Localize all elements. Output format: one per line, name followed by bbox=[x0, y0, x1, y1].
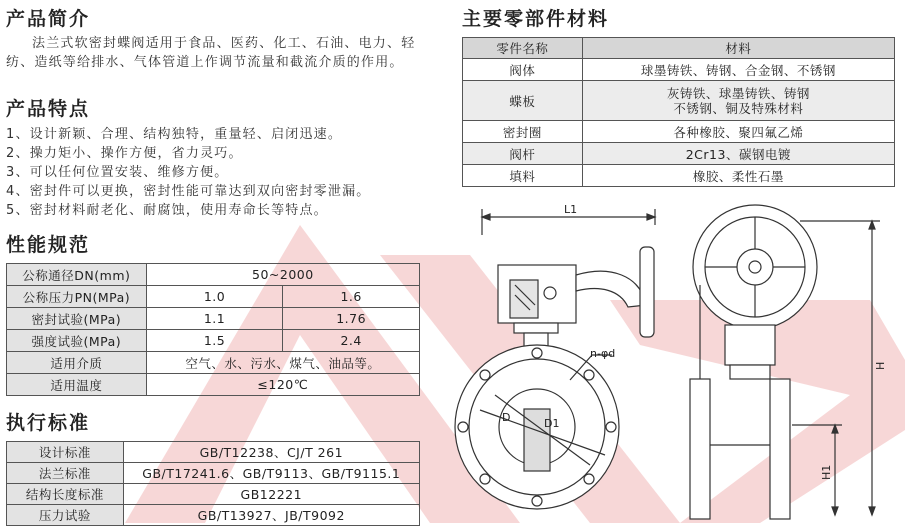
standard-label: 法兰标准 bbox=[7, 463, 124, 484]
pn-value-1: 1.0 bbox=[146, 286, 283, 308]
pn-label: 公称压力PN(MPa) bbox=[7, 286, 147, 308]
part-material-line: 灰铸铁、球墨铸铁、铸钢 bbox=[666, 85, 810, 101]
pn-value-2: 1.6 bbox=[283, 286, 420, 308]
part-material: 球墨铸铁、铸钢、合金钢、不锈钢 bbox=[582, 59, 894, 81]
table-row bbox=[7, 505, 420, 526]
table-row bbox=[7, 264, 420, 286]
part-name: 阀杆 bbox=[463, 143, 583, 165]
table-row bbox=[7, 463, 420, 484]
intro-section bbox=[6, 4, 426, 72]
table-row bbox=[7, 442, 420, 463]
dim-d1-label: D1 bbox=[544, 417, 560, 430]
standards-table bbox=[6, 441, 420, 526]
feature-item: 5、密封材料耐老化、耐腐蚀，使用寿命长等特点。 bbox=[6, 203, 328, 218]
standards-section bbox=[6, 408, 420, 526]
dim-h1-label: H1 bbox=[820, 464, 833, 480]
performance-section bbox=[6, 230, 420, 396]
seal-value-2: 1.76 bbox=[283, 308, 420, 330]
part-name: 蝶板 bbox=[463, 81, 583, 121]
dn-label: 公称通径DN(mm) bbox=[7, 264, 147, 286]
standard-value: GB/T17241.6、GB/T9113、GB/T9115.1 bbox=[123, 463, 419, 484]
header-material: 材料 bbox=[582, 38, 894, 59]
table-row bbox=[463, 165, 895, 187]
table-row bbox=[463, 121, 895, 143]
standard-label: 设计标准 bbox=[7, 442, 124, 463]
seal-value-1: 1.1 bbox=[146, 308, 283, 330]
table-row bbox=[7, 484, 420, 505]
intro-text: 法兰式软密封蝶阀适用于食品、医药、化工、石油、电力、轻纺、造纸等给排水、气体管道上作调节流量和截流介质的作用。 bbox=[6, 36, 416, 70]
dim-d-label: D bbox=[502, 411, 511, 424]
standard-label: 结构长度标准 bbox=[7, 484, 124, 505]
standard-value: GB/T13927、JB/T9092 bbox=[123, 505, 419, 526]
part-name: 密封圈 bbox=[463, 121, 583, 143]
performance-title: 性能规范 bbox=[6, 234, 91, 256]
temp-value: ≤120℃ bbox=[146, 374, 419, 396]
dim-l1-label: L1 bbox=[564, 203, 578, 216]
feature-item: 4、密封件可以更换，密封性能可靠达到双向密封零泄漏。 bbox=[6, 184, 371, 199]
part-material-line: 不锈钢、铜及特殊材料 bbox=[673, 100, 804, 116]
feature-item: 3、可以任何位置安装、维修方便。 bbox=[6, 165, 229, 180]
part-name: 阀体 bbox=[463, 59, 583, 81]
table-row bbox=[7, 286, 420, 308]
strength-value-1: 1.5 bbox=[146, 330, 283, 352]
medium-value: 空气、水、污水、煤气、油品等。 bbox=[146, 352, 419, 374]
table-row bbox=[463, 81, 895, 121]
valve-drawing bbox=[440, 195, 905, 523]
header-part: 零件名称 bbox=[463, 38, 583, 59]
part-material: 各种橡胶、聚四氟乙烯 bbox=[582, 121, 894, 143]
table-row bbox=[7, 352, 420, 374]
table-header-row bbox=[463, 38, 895, 59]
materials-table bbox=[462, 37, 895, 187]
table-row bbox=[7, 308, 420, 330]
dn-value: 50~2000 bbox=[146, 264, 419, 286]
medium-label: 适用介质 bbox=[7, 352, 147, 374]
strength-value-2: 2.4 bbox=[283, 330, 420, 352]
standard-value: GB/T12238、CJ/T 261 bbox=[123, 442, 419, 463]
features-section bbox=[6, 94, 436, 220]
seal-label: 密封试验(MPa) bbox=[7, 308, 147, 330]
standard-label: 压力试验 bbox=[7, 505, 124, 526]
temp-label: 适用温度 bbox=[7, 374, 147, 396]
table-row bbox=[463, 59, 895, 81]
table-row bbox=[7, 374, 420, 396]
feature-item: 1、设计新颖、合理、结构独特，重量轻、启闭迅速。 bbox=[6, 127, 343, 142]
dim-bolt-label: n-φd bbox=[590, 347, 616, 360]
dim-h-label: H bbox=[874, 361, 887, 370]
part-material bbox=[582, 81, 894, 121]
feature-item: 2、操力矩小、操作方便，省力灵巧。 bbox=[6, 146, 243, 161]
materials-section bbox=[462, 4, 895, 187]
part-name: 填料 bbox=[463, 165, 583, 187]
part-material: 2Cr13、碳钢电镀 bbox=[582, 143, 894, 165]
materials-title: 主要零部件材料 bbox=[462, 8, 610, 30]
standard-value: GB12221 bbox=[123, 484, 419, 505]
standards-title: 执行标准 bbox=[6, 412, 91, 434]
table-row bbox=[463, 143, 895, 165]
intro-title: 产品简介 bbox=[6, 8, 91, 30]
table-row bbox=[7, 330, 420, 352]
performance-table bbox=[6, 263, 420, 396]
strength-label: 强度试验(MPa) bbox=[7, 330, 147, 352]
part-material: 橡胶、柔性石墨 bbox=[582, 165, 894, 187]
features-title: 产品特点 bbox=[6, 98, 91, 120]
